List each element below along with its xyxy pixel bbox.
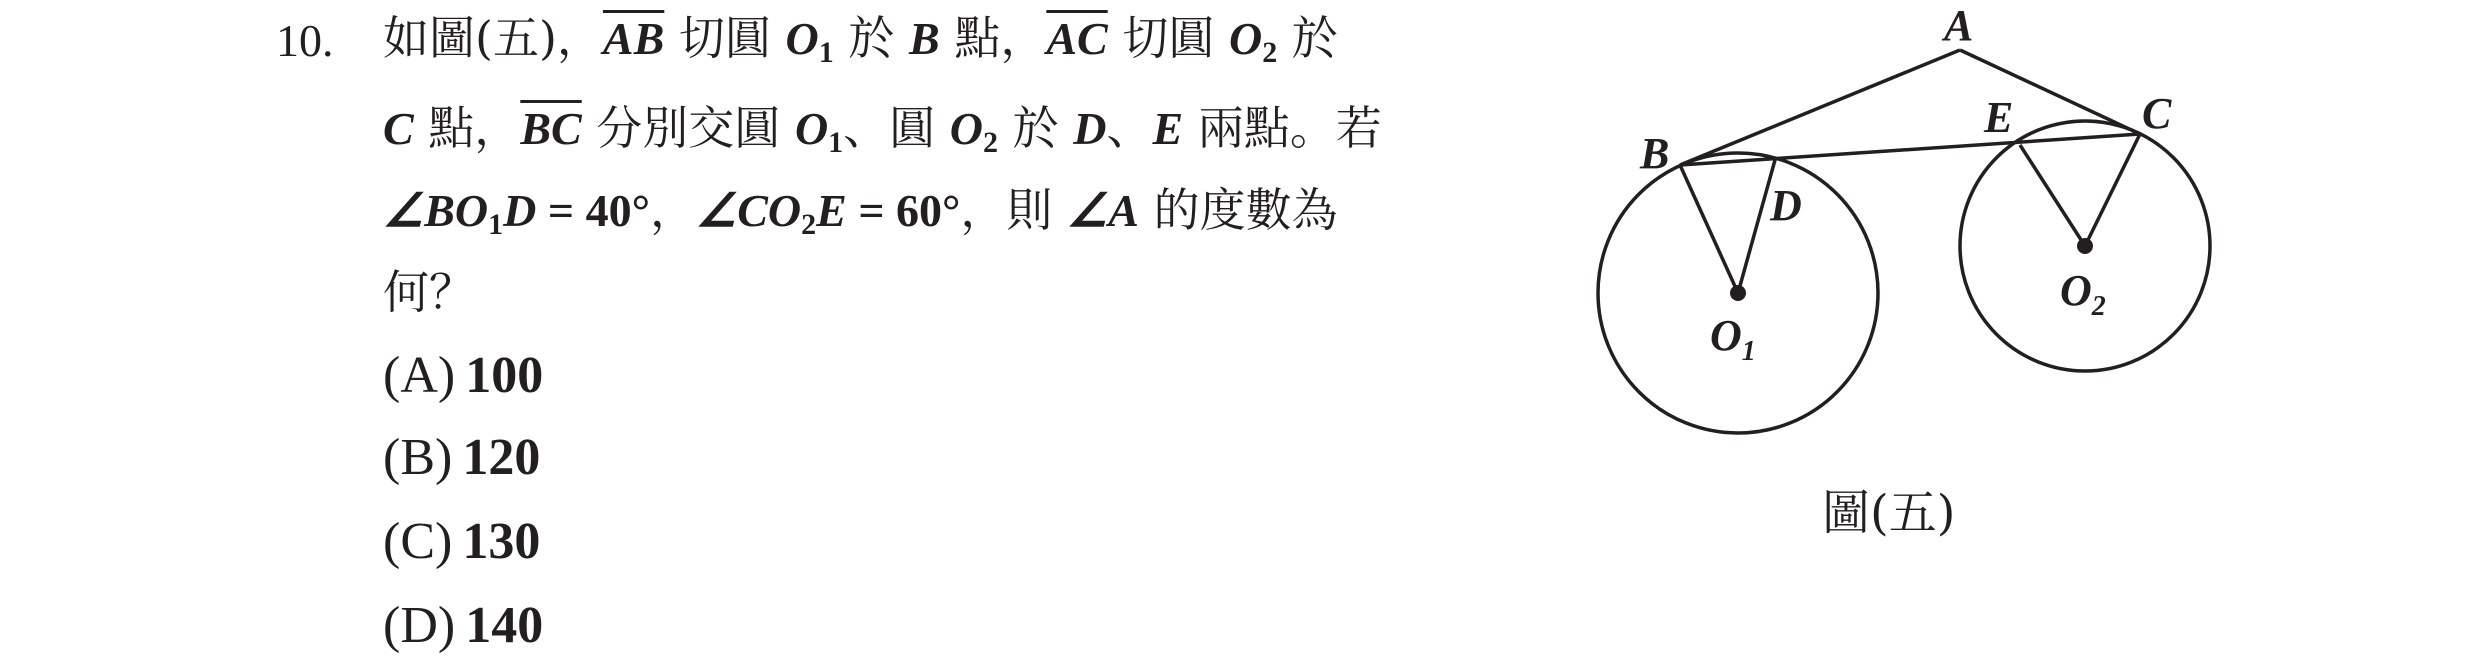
question-line-1: 如圖(五)，$\overline{AB}$ 切圓 $O_1$ 於 B 點，$\overline{AC}$ 切圓 $O_2$ 於 — [383, 11, 1338, 69]
radius-o2-c — [2085, 134, 2140, 246]
segment-bc: $\overline{BC}$ — [520, 103, 582, 154]
secant-bc — [1680, 134, 2140, 165]
geometry-figure — [1580, 0, 2240, 460]
radius-o1-b — [1680, 165, 1738, 293]
option-a[interactable]: (A) 100 — [383, 347, 544, 404]
center-dot-o2 — [2077, 238, 2093, 254]
segment-ab: $\overline{AB}$ — [602, 13, 665, 64]
option-d[interactable]: (D) 140 — [383, 597, 544, 654]
figure-caption: 圖(五) — [1822, 485, 1956, 541]
label-c: C — [2142, 89, 2172, 138]
label-o2: $O_2$ — [2060, 266, 2106, 322]
center-dot-o1 — [1730, 285, 1746, 301]
question-line-4: 何？ — [383, 265, 475, 319]
segment-ac: $\overline{AC}$ — [1046, 13, 1108, 64]
question-number: 10. — [276, 15, 334, 66]
question-line-3: $\angle BO_1D = 40^\circ$，$\angle CO_2E = 60^\circ$，則 ∠A 的度數為 — [383, 183, 1338, 241]
label-o1: $O_1$ — [1710, 311, 1756, 367]
label-a: A — [1944, 1, 1974, 50]
option-b[interactable]: (B) 120 — [383, 429, 541, 486]
label-e: E — [1984, 93, 2014, 142]
radius-o2-e — [2020, 145, 2085, 246]
label-b: B — [1640, 129, 1670, 178]
label-d: D — [1770, 181, 1802, 230]
question-line-2: C 點，$\overline{BC}$ 分別交圓 $O_1$、圓 $O_2$ 於 D、E 兩點。若 — [383, 101, 1382, 159]
option-c[interactable]: (C) 130 — [383, 513, 541, 570]
